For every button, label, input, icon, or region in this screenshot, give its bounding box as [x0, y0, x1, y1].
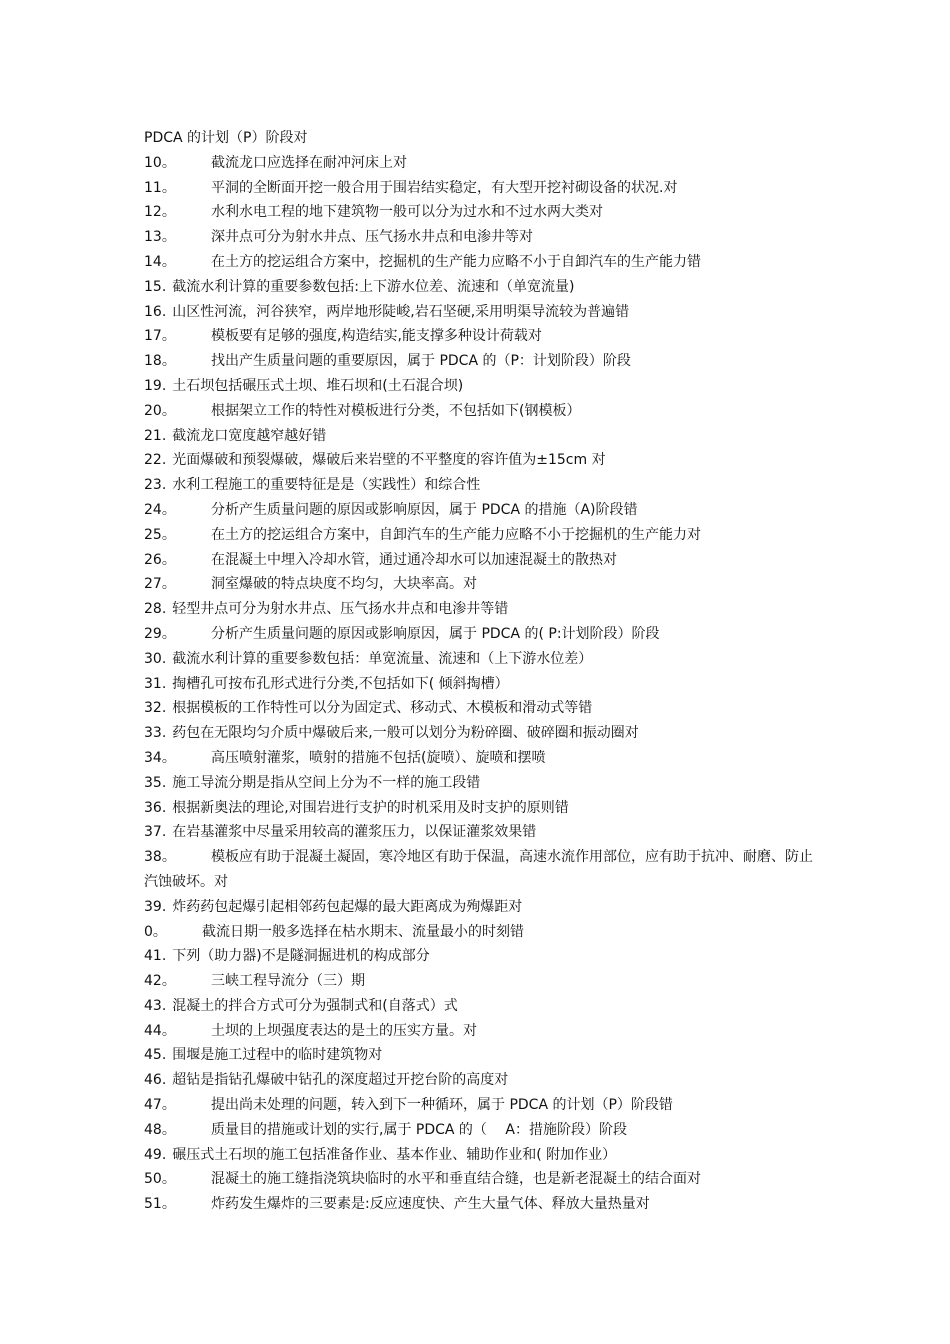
document-line [144, 672, 824, 697]
document-line [144, 1143, 824, 1168]
item-text: 根据模板的工作特性可以分为固定式、移动式、木模板和滑动式等错 [172, 700, 593, 717]
document-line [144, 548, 824, 573]
item-text: 炸药发生爆炸的三要素是:反应速度快、产生大量气体、释放大量热量对 [211, 1196, 650, 1213]
item-text: 质量目的措施或计划的实行,属于 PDCA 的（ A：措施阶段）阶段 [211, 1121, 627, 1138]
document-line [144, 151, 824, 176]
item-text: 在土方的挖运组合方案中，自卸汽车的生产能力应略不小于挖掘机的生产能力对 [211, 526, 701, 543]
item-text: 截流水利计算的重要参数包括：单宽流量、流速和（上下游水位差） [172, 650, 593, 667]
document-line [144, 771, 824, 796]
item-text: 水利水电工程的地下建筑物一般可以分为过水和不过水两大类对 [211, 204, 603, 221]
item-number: 21. [144, 427, 167, 444]
item-text: 深井点可分为射水井点、压气扬水井点和电渗井等对 [211, 229, 533, 246]
item-number: 48。 [144, 1121, 176, 1138]
document-line [144, 1068, 824, 1093]
item-number: 30. [144, 650, 167, 667]
item-number: 27。 [144, 576, 176, 593]
item-number: 43. [144, 997, 167, 1014]
item-number: 26。 [144, 551, 176, 568]
document-line [144, 746, 824, 771]
item-text: 炸药药包起爆引起相邻药包起爆的最大距离成为殉爆距对 [172, 898, 523, 915]
item-text: 找出产生质量问题的重要原因，属于 PDCA 的（P：计划阶段）阶段 [211, 353, 631, 370]
item-number: 51。 [144, 1196, 176, 1213]
document-line [144, 374, 824, 399]
document-line [144, 994, 824, 1019]
item-number: 12。 [144, 204, 176, 221]
item-number: 28. [144, 601, 167, 618]
item-text: 山区性河流，河谷狭窄，两岸地形陡峻,岩石坚硬,采用明渠导流较为普遍错 [172, 303, 630, 320]
item-text: 光面爆破和预裂爆破，爆破后来岩壁的不平整度的容许值为±15cm 对 [172, 452, 606, 469]
item-text: 根据架立工作的特性对模板进行分类，不包括如下(钢模板） [211, 402, 581, 419]
document-line [144, 1167, 824, 1192]
item-number: 35. [144, 774, 167, 791]
item-text: 施工导流分期是指从空间上分为不一样的施工段错 [172, 774, 481, 791]
item-number: 42。 [144, 973, 176, 990]
item-text: 截流龙口应选择在耐冲河床上对 [211, 154, 407, 171]
document-line [144, 696, 824, 721]
item-text: 下列（助力器)不是隧洞掘进机的构成部分 [172, 948, 430, 965]
document-line [144, 820, 824, 845]
document-line [144, 200, 824, 225]
document-line [144, 920, 824, 945]
document-line [144, 944, 824, 969]
item-number: 20。 [144, 402, 176, 419]
item-text: 在土方的挖运组合方案中，挖掘机的生产能力应略不小于自卸汽车的生产能力错 [211, 253, 701, 270]
item-number: 24。 [144, 501, 176, 518]
document-line [144, 1118, 824, 1143]
item-number: 39. [144, 898, 167, 915]
item-text: 高压喷射灌浆，喷射的措施不包括(旋喷）、旋喷和摆喷 [211, 749, 546, 766]
item-number: 41. [144, 948, 167, 965]
item-text: 提出尚未处理的问题，转入到下一种循环，属于 PDCA 的计划（P）阶段错 [211, 1097, 673, 1114]
document-line [144, 572, 824, 597]
item-number: 33. [144, 725, 167, 742]
document-line [144, 647, 824, 672]
document-line [144, 895, 824, 920]
document-line [144, 448, 824, 473]
document-line [144, 622, 824, 647]
document-line [144, 275, 824, 300]
document-line [144, 225, 824, 250]
item-number: 45. [144, 1047, 167, 1064]
item-text: 围堰是施工过程中的临时建筑物对 [172, 1047, 383, 1064]
item-text: 水利工程施工的重要特征是是（实践性）和综合性 [172, 477, 481, 494]
item-text: 在岩基灌浆中尽量采用较高的灌浆压力，以保证灌浆效果错 [172, 824, 537, 841]
item-text: 截流水利计算的重要参数包括:上下游水位差、流速和（单宽流量) [172, 278, 575, 295]
item-text: PDCA 的计划（P）阶段对 [144, 130, 308, 146]
item-number: 32. [144, 700, 167, 717]
item-number: 31. [144, 675, 167, 692]
document-line [144, 473, 824, 498]
document-line [144, 324, 824, 349]
item-text: 截流日期一般多选择在枯水期末、流量最小的时刻错 [202, 923, 524, 940]
item-text: 混凝土的拌合方式可分为强制式和(自落式）式 [172, 997, 458, 1014]
item-text: 分析产生质量问题的原因或影响原因，属于 PDCA 的措施（A)阶段错 [211, 501, 638, 518]
item-text: 土坝的上坝强度表达的是土的压实方量。对 [211, 1022, 477, 1039]
item-text: 药包在无限均匀介质中爆破后来,一般可以划分为粉碎圈、破碎圈和振动圈对 [172, 725, 639, 742]
item-text: 混凝土的施工缝指浇筑块临时的水平和垂直结合缝，也是新老混凝土的结合面对 [211, 1171, 701, 1188]
item-text: 超钻是指钻孔爆破中钻孔的深度超过开挖台阶的高度对 [172, 1072, 509, 1089]
document-line [144, 523, 824, 548]
item-number: 34。 [144, 749, 176, 766]
item-text: 模板要有足够的强度,构造结实,能支撑多种设计荷载对 [211, 328, 542, 345]
item-text: 分析产生质量问题的原因或影响原因，属于 PDCA 的( P:计划阶段）阶段 [211, 625, 660, 642]
item-number: 47。 [144, 1097, 176, 1114]
document-line [144, 1043, 824, 1068]
item-number: 14。 [144, 253, 176, 270]
item-number: 16. [144, 303, 167, 320]
document-line [144, 721, 824, 746]
item-text: 在混凝土中埋入冷却水管，通过通冷却水可以加速混凝土的散热对 [211, 551, 617, 568]
document-body [144, 126, 824, 1217]
document-line [144, 424, 824, 449]
item-number: 50。 [144, 1171, 176, 1188]
item-number: 10。 [144, 154, 176, 171]
item-number: 19. [144, 377, 167, 394]
item-number: 44。 [144, 1022, 176, 1039]
item-number: 38。 [144, 849, 176, 866]
item-number: 17。 [144, 328, 176, 345]
document-line [144, 1019, 824, 1044]
item-text: 洞室爆破的特点块度不均匀，大块率高。对 [211, 576, 477, 593]
document-line [144, 399, 824, 424]
document-line [144, 300, 824, 325]
item-number: 0。 [144, 923, 167, 940]
item-text: 轻型井点可分为射水井点、压气扬水井点和电渗井等错 [172, 601, 509, 618]
document-line [144, 349, 824, 374]
document-line [144, 796, 824, 821]
document-line [144, 176, 824, 201]
item-number: 13。 [144, 229, 176, 246]
document-line [144, 498, 824, 523]
document-line [144, 126, 824, 151]
document-line [144, 1093, 824, 1118]
item-text: 土石坝包括碾压式土坝、堆石坝和(土石混合坝) [172, 377, 464, 394]
item-number: 15. [144, 278, 167, 295]
item-number: 46. [144, 1072, 167, 1089]
item-number: 25。 [144, 526, 176, 543]
item-text: 掏槽孔可按布孔形式进行分类,不包括如下( 倾斜掏槽） [172, 675, 509, 692]
item-number: 11。 [144, 179, 176, 196]
item-number: 37. [144, 824, 167, 841]
document-line [144, 1192, 824, 1217]
item-number: 22. [144, 452, 167, 469]
item-text: 三峡工程导流分（三）期 [211, 973, 365, 990]
item-number: 18。 [144, 353, 176, 370]
document-line [144, 250, 824, 275]
item-text: 截流龙口宽度越窄越好错 [172, 427, 327, 444]
item-text: 根据新奥法的理论,对围岩进行支护的时机采用及时支护的原则错 [172, 799, 569, 816]
item-number: 23. [144, 477, 167, 494]
item-number: 49. [144, 1146, 167, 1163]
item-number: 36. [144, 799, 167, 816]
item-text: 模板应有助于混凝土凝固，寒冷地区有助于保温，高速水流作用部位，应有助于抗冲、耐磨、防止汽蚀破坏。对 [144, 849, 813, 890]
document-line [144, 597, 824, 622]
document-line [144, 969, 824, 994]
item-text: 平洞的全断面开挖一般合用于围岩结实稳定，有大型开挖衬砌设备的状况.对 [211, 179, 678, 196]
item-text: 碾压式土石坝的施工包括准备作业、基本作业、辅助作业和( 附加作业） [172, 1146, 617, 1163]
document-line [144, 845, 824, 895]
item-number: 29。 [144, 625, 176, 642]
